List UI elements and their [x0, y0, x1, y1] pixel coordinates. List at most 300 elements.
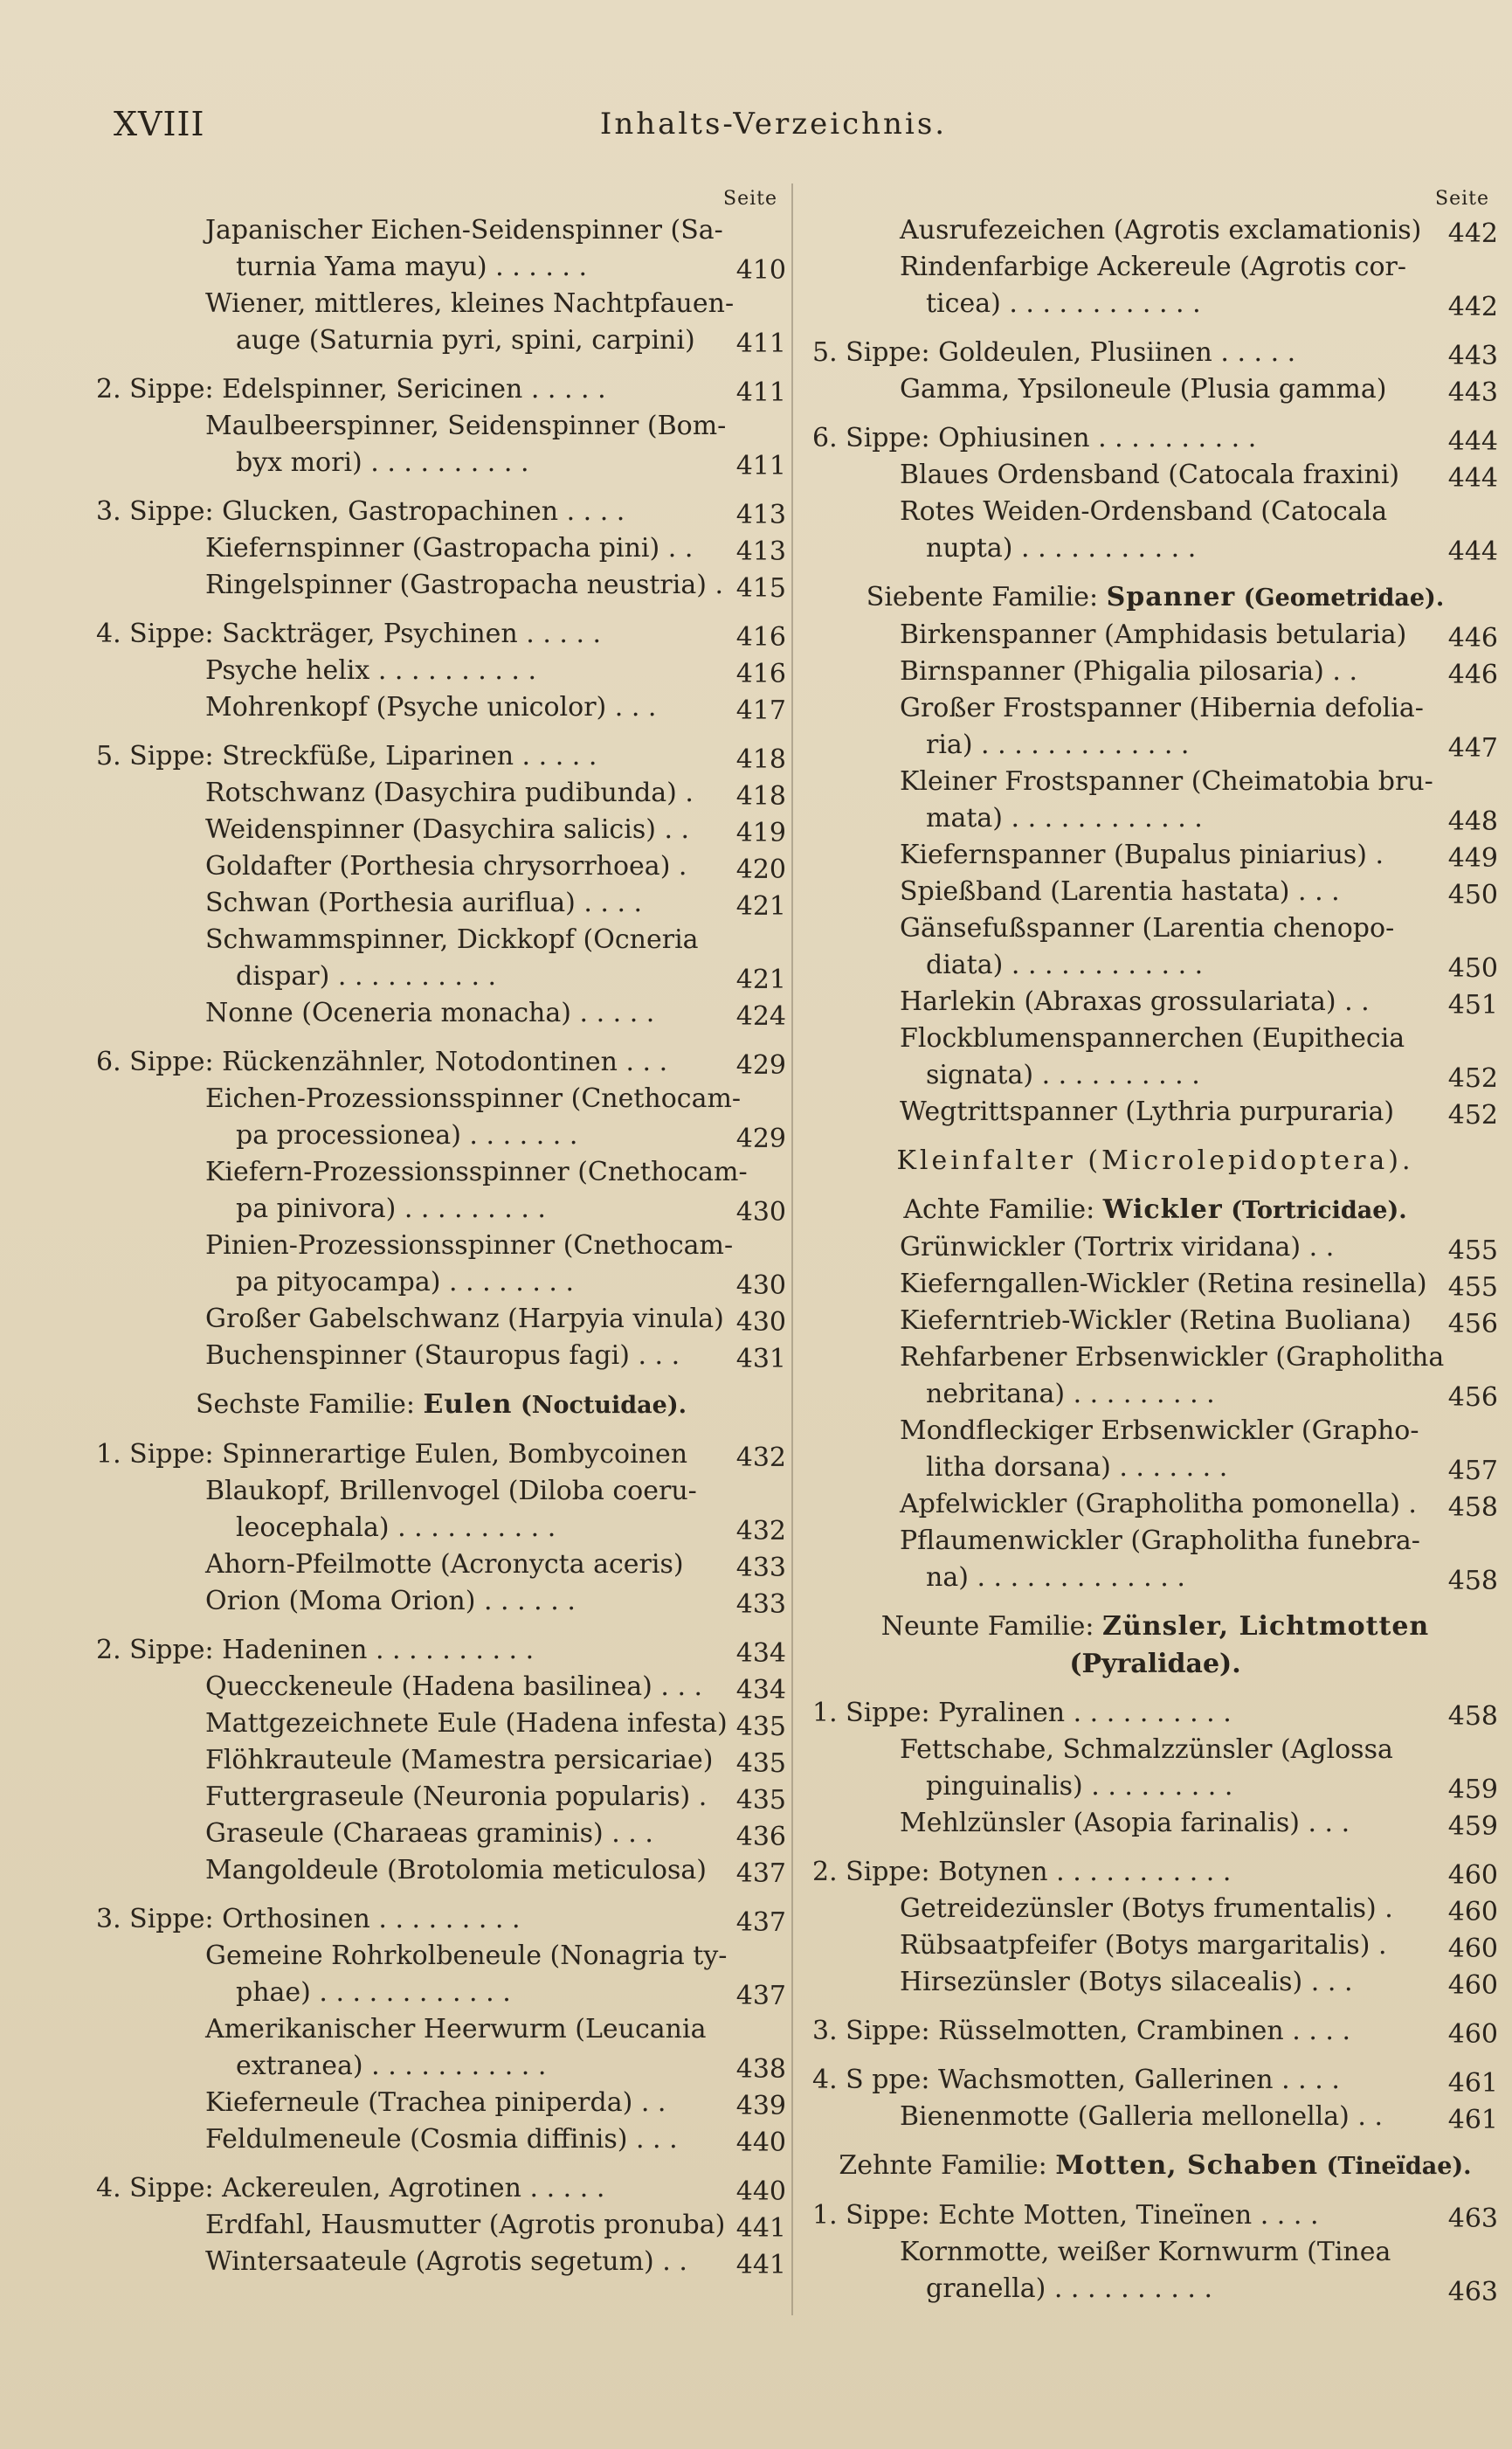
entry-title: Birnspanner (Phigalia pilosaria) . . [900, 656, 1357, 687]
page-ref: 416 [735, 659, 786, 689]
toc-sippe-entry [812, 2062, 1498, 2099]
toc-entry [96, 1264, 786, 1301]
entry-title: Ahorn-Pfeilmotte (Acronycta aceris) [205, 1549, 684, 1580]
toc-entry [96, 445, 786, 481]
entry-title: Buchenspinner (Stauropus fagi) . . . [205, 1340, 680, 1371]
entry-title: Pinien-Prozessionsspinner (Cnethocam- [205, 1230, 734, 1261]
page-ref: 444 [1447, 463, 1498, 494]
entry-title: Ringelspinner (Gastropacha neustria) . [205, 570, 724, 600]
toc-entry [96, 530, 786, 567]
entry-title: Mangoldeule (Brotolomia meticulosa) [205, 1855, 707, 1885]
entry-title: diata) . . . . . . . . . . . . [926, 950, 1204, 980]
toc-entry [96, 1228, 786, 1264]
toc-column-left [96, 188, 786, 2280]
entry-title: pinguinalis) . . . . . . . . . [926, 1771, 1233, 1802]
page-ref: 451 [1447, 990, 1498, 1020]
page-number: XVIII [114, 105, 205, 143]
toc-entry [812, 1486, 1498, 1523]
entry-title: Wegtrittspanner (Lythria purpuraria) [900, 1097, 1395, 1127]
page-ref: 433 [735, 1553, 786, 1583]
entry-title: signata) . . . . . . . . . . [926, 1060, 1200, 1090]
entry-title: Kiefern-Prozessionsspinner (Cnethocam- [205, 1157, 748, 1187]
entry-title: Getreidezünsler (Botys frumentalis) . [900, 1893, 1393, 1924]
entry-title: litha dorsana) . . . . . . . [926, 1452, 1228, 1483]
toc-entry [812, 1768, 1498, 1805]
page-ref: 439 [735, 2091, 786, 2121]
page-ref: 438 [735, 2054, 786, 2085]
entry-title: nebritana) . . . . . . . . . [926, 1379, 1215, 1409]
toc-entry [812, 371, 1498, 408]
toc-entry [812, 1266, 1498, 1303]
page-ref: 430 [735, 1307, 786, 1338]
page-ref: 436 [735, 1822, 786, 1852]
toc-entry [96, 2048, 786, 2085]
entry-title: Futtergraseule (Neuronia popularis) . [205, 1781, 708, 1812]
entry-title: dispar) . . . . . . . . . . [236, 961, 497, 992]
entry-title: Graseule (Charaeas graminis) . . . [205, 1818, 653, 1849]
toc-entry [812, 654, 1498, 690]
page-ref: 435 [735, 1748, 786, 1779]
family-label: Zehnte Familie: [839, 2150, 1056, 2181]
page-ref: 459 [1447, 1774, 1498, 1805]
entry-title: Flockblumenspannerchen (Eupithecia [900, 1023, 1405, 1054]
toc-entry [96, 2085, 786, 2121]
toc-entry [96, 1583, 786, 1620]
page-ref: 448 [1447, 806, 1498, 837]
toc-entry [812, 1376, 1498, 1413]
family-heading [812, 1192, 1498, 1229]
page-ref: 433 [735, 1589, 786, 1620]
entry-title: Amerikanischer Heerwurm (Leucania [205, 2014, 707, 2044]
toc-sippe-entry [812, 2197, 1498, 2234]
page-ref: 410 [735, 255, 786, 286]
entry-title: Mondfleckiger Erbsenwickler (Grapho- [900, 1415, 1419, 1446]
page-ref: 434 [735, 1675, 786, 1705]
seite-label: Seite [723, 188, 777, 210]
entry-title: Birkenspanner (Amphidasis betularia) [900, 619, 1407, 650]
page-ref: 442 [1447, 218, 1498, 249]
toc-entry [96, 1779, 786, 1816]
toc-entry [96, 1081, 786, 1117]
toc-sippe-entry [96, 1044, 786, 1081]
page-ref: 431 [735, 1344, 786, 1374]
page-ref: 413 [735, 500, 786, 530]
toc-entry [812, 2234, 1498, 2271]
toc-entry [812, 1020, 1498, 1057]
toc-entry [812, 1805, 1498, 1842]
toc-sippe-entry [812, 1854, 1498, 1891]
page-ref: 417 [735, 695, 786, 726]
entry-title: Quecckeneule (Hadena basilinea) . . . [205, 1671, 703, 1702]
toc-entry [96, 1546, 786, 1583]
running-title: Inhalts-Verzeichnis. [599, 107, 948, 142]
page-ref: 435 [735, 1785, 786, 1816]
toc-sippe-entry [96, 371, 786, 408]
toc-sippe-entry [96, 1632, 786, 1669]
page-ref: 444 [1447, 536, 1498, 567]
toc-entry [96, 249, 786, 286]
page-ref: 411 [735, 329, 786, 359]
toc-entry [812, 2099, 1498, 2135]
family-label: Siebente Familie: [866, 582, 1107, 612]
page-ref: 459 [1447, 1811, 1498, 1842]
entry-title: Weidenspinner (Dasychira salicis) . . [205, 814, 690, 845]
entry-title: 4. Sippe: Ackereulen, Agrotinen . . . . . [96, 2173, 605, 2203]
family-latin-name: (Noctuidae). [521, 1392, 687, 1419]
page-ref: 461 [1447, 2105, 1498, 2135]
page-ref: 418 [735, 744, 786, 775]
family-name: Motten, Schaben [1055, 2150, 1319, 2181]
group-heading: Kleinfalter (Microlepidoptera). [896, 1145, 1414, 1176]
entry-title: Großer Gabelschwanz (Harpyia vinula) [205, 1304, 724, 1334]
entry-title: 5. Sippe: Goldeulen, Plusiinen . . . . . [812, 337, 1296, 368]
page-ref: 437 [735, 1907, 786, 1938]
entry-title: Wintersaateule (Agrotis segetum) . . [205, 2246, 687, 2277]
page-ref: 440 [735, 2127, 786, 2158]
toc-entry [96, 322, 786, 359]
toc-entry [96, 2011, 786, 2048]
page-ref: 460 [1447, 1860, 1498, 1891]
page-ref: 460 [1447, 1970, 1498, 2001]
entry-title: Kieferntrieb-Wickler (Retina Buoliana) [900, 1305, 1412, 1336]
entry-title: 3. Sippe: Orthosinen . . . . . . . . . [96, 1904, 521, 1934]
entry-title: Japanischer Eichen-Seidenspinner (Sa- [205, 215, 723, 246]
toc-entry [812, 1229, 1498, 1266]
page-ref: 443 [1447, 341, 1498, 371]
toc-entry [812, 947, 1498, 984]
page-ref: 416 [735, 622, 786, 653]
seite-label: Seite [1435, 188, 1489, 210]
toc-entry [812, 212, 1498, 249]
page-ref: 411 [735, 377, 786, 408]
toc-entry [96, 2207, 786, 2244]
entry-title: Rindenfarbige Ackereule (Agrotis cor- [900, 252, 1407, 282]
entry-title: 6. Sippe: Rückenzähnler, Notodontinen . . . [96, 1047, 668, 1077]
family-heading [812, 2148, 1498, 2185]
toc-entry [812, 1964, 1498, 2001]
entry-title: 3. Sippe: Glucken, Gastropachinen . . . . [96, 496, 625, 527]
page-ref: 452 [1447, 1063, 1498, 1094]
family-heading [96, 1387, 786, 1424]
entry-title: Apfelwickler (Grapholitha pomonella) . [900, 1489, 1417, 1519]
family-heading [812, 1608, 1498, 1646]
family-latin-name: (Tineïdae). [1326, 2153, 1472, 2180]
toc-sippe-entry [96, 1901, 786, 1938]
entry-title: Ausrufezeichen (Agrotis exclamationis) [900, 215, 1422, 246]
page-ref: 421 [735, 965, 786, 995]
family-latin-name: (Pyralidae). [1069, 1649, 1241, 1679]
toc-entry [96, 212, 786, 249]
toc-entry [812, 727, 1498, 764]
entry-title: Kiefernspanner (Bupalus piniarius) . [900, 840, 1384, 870]
page-ref: 437 [735, 1981, 786, 2011]
family-name: Zünsler, Lichtmotten [1102, 1611, 1430, 1642]
entry-title: Grünwickler (Tortrix viridana) . . [900, 1232, 1335, 1263]
page-ref: 429 [735, 1124, 786, 1154]
entry-title: Kleiner Frostspanner (Cheimatobia bru- [900, 766, 1433, 797]
entry-title: Flöhkrauteule (Mamestra persicariae) [205, 1745, 714, 1775]
toc-entry [812, 249, 1498, 286]
toc-sippe-entry [96, 2170, 786, 2207]
toc-entry [96, 1338, 786, 1374]
page-ref: 430 [735, 1270, 786, 1301]
page-ref: 424 [735, 1001, 786, 1032]
page-ref: 460 [1447, 2019, 1498, 2050]
entry-title: extranea) . . . . . . . . . . . [236, 2051, 547, 2081]
entry-title: pa pinivora) . . . . . . . . . [236, 1193, 546, 1224]
toc-sippe-entry [812, 335, 1498, 371]
entry-title: 2. Sippe: Edelspinner, Sericinen . . . . . [96, 374, 606, 405]
entry-title: Harlekin (Abraxas grossulariata) . . [900, 986, 1370, 1017]
column-divider [791, 183, 793, 2315]
page-ref: 419 [735, 818, 786, 848]
entry-title: Blaukopf, Brillenvogel (Diloba coeru- [205, 1476, 697, 1506]
toc-entry [812, 984, 1498, 1020]
page-ref: 432 [735, 1516, 786, 1546]
page-ref: 442 [1447, 292, 1498, 322]
toc-entry [96, 1852, 786, 1889]
entry-title: 1. Sippe: Pyralinen . . . . . . . . . . [812, 1698, 1232, 1728]
entry-title: 1. Sippe: Echte Motten, Tineïnen . . . . [812, 2200, 1319, 2231]
entry-title: ticea) . . . . . . . . . . . . [926, 288, 1201, 319]
toc-entry [96, 1742, 786, 1779]
page-ref: 458 [1447, 1492, 1498, 1523]
page-ref: 441 [735, 2250, 786, 2280]
entry-title: phae) . . . . . . . . . . . . [236, 1977, 511, 2008]
toc-entry [96, 1669, 786, 1705]
page-ref: 415 [735, 573, 786, 604]
entry-title: Gamma, Ypsiloneule (Plusia gamma) [900, 374, 1387, 405]
page-ref: 444 [1447, 426, 1498, 457]
entry-title: 2. Sippe: Hadeninen . . . . . . . . . . [96, 1635, 535, 1665]
page-ref: 458 [1447, 1701, 1498, 1732]
page-ref: 460 [1447, 1897, 1498, 1927]
toc-entry [96, 812, 786, 848]
toc-entry [96, 995, 786, 1032]
entry-title: na) . . . . . . . . . . . . . [926, 1562, 1185, 1593]
toc-entry [96, 958, 786, 995]
page-ref: 460 [1447, 1934, 1498, 1964]
toc-sippe-entry [812, 1695, 1498, 1732]
page-ref: 430 [735, 1197, 786, 1228]
entry-title: Großer Frostspanner (Hibernia defolia- [900, 693, 1424, 723]
toc-entry [812, 874, 1498, 910]
family-latin-name: (Tortricidae). [1231, 1197, 1407, 1224]
entry-title: Gänsefußspanner (Larentia chenopo- [900, 913, 1395, 944]
toc-entry [96, 1816, 786, 1852]
toc-entry [812, 1927, 1498, 1964]
entry-title: 4. Sippe: Sackträger, Psychinen . . . . . [96, 619, 602, 649]
family-latin-name: (Geometridae). [1243, 585, 1445, 612]
toc-entry [96, 1191, 786, 1228]
entry-title: Hirsezünsler (Botys silacealis) . . . [900, 1967, 1353, 1997]
family-name: Spanner [1106, 582, 1236, 612]
entry-title: ria) . . . . . . . . . . . . . [926, 730, 1190, 760]
entry-title: Wiener, mittleres, kleines Nachtpfauen- [205, 288, 735, 319]
entry-title: Rehfarbener Erbsenwickler (Grapholitha [900, 1342, 1445, 1373]
entry-title: Rotschwanz (Dasychira pudibunda) . [205, 778, 694, 808]
family-name: Wickler [1102, 1194, 1223, 1225]
page-ref: 449 [1447, 843, 1498, 874]
page-ref: 420 [735, 854, 786, 885]
entry-title: auge (Saturnia pyri, spini, carpini) [236, 325, 695, 356]
toc-entry [812, 530, 1498, 567]
page-ref: 429 [735, 1050, 786, 1081]
toc-entry [96, 1117, 786, 1154]
entry-title: Nonne (Oceneria monacha) . . . . . [205, 998, 655, 1028]
toc-entry [812, 1732, 1498, 1768]
family-name: Eulen [423, 1389, 513, 1420]
entry-title: Mohrenkopf (Psyche unicolor) . . . [205, 692, 657, 723]
toc-column-right [812, 188, 1498, 2307]
toc-entry [96, 1975, 786, 2011]
entry-title: Kieferngallen-Wickler (Retina resinella) [900, 1269, 1427, 1299]
family-label: Sechste Familie: [196, 1389, 424, 1420]
entry-title: Kiefernspinner (Gastropacha pini) . . [205, 533, 694, 564]
toc-entry [96, 653, 786, 689]
toc-entry [812, 800, 1498, 837]
toc-entry [96, 408, 786, 445]
entry-title: Blaues Ordensband (Catocala fraxini) [900, 460, 1400, 490]
toc-entry [812, 1449, 1498, 1486]
toc-entry [812, 1057, 1498, 1094]
entry-title: Erdfahl, Hausmutter (Agrotis pronuba) [205, 2210, 726, 2240]
entry-title: Schwan (Porthesia auriflua) . . . . [205, 888, 643, 918]
toc-sippe-entry [96, 616, 786, 653]
entry-title: Spießband (Larentia hastata) . . . [900, 876, 1340, 907]
page-ref: 455 [1447, 1235, 1498, 1266]
toc-entry [812, 764, 1498, 800]
page-ref: 437 [735, 1858, 786, 1889]
family-label: Neunte Familie: [880, 1611, 1103, 1642]
toc-entry [812, 1413, 1498, 1449]
toc-entry [812, 286, 1498, 322]
page-ref: 440 [735, 2176, 786, 2207]
entry-title: Psyche helix . . . . . . . . . . [205, 655, 537, 686]
page-ref: 421 [735, 891, 786, 922]
toc-sippe-entry [812, 2013, 1498, 2050]
page-ref: 443 [1447, 377, 1498, 408]
entry-title: 5. Sippe: Streckfüße, Liparinen . . . . . [96, 741, 597, 771]
entry-title: 1. Sippe: Spinnerartige Eulen, Bombycoinen [96, 1439, 688, 1470]
entry-title: Bienenmotte (Galleria mellonella) . . [900, 2101, 1384, 2132]
entry-title: mata) . . . . . . . . . . . . [926, 803, 1203, 834]
entry-title: Pflaumenwickler (Grapholitha funebra- [900, 1525, 1420, 1556]
toc-entry [96, 689, 786, 726]
toc-entry [812, 1891, 1498, 1927]
page-ref: 441 [735, 2213, 786, 2244]
toc-sippe-entry [96, 1436, 786, 1473]
page-ref: 457 [1447, 1456, 1498, 1486]
toc-entry [96, 885, 786, 922]
toc-entry [812, 1094, 1498, 1131]
page-ref: 461 [1447, 2068, 1498, 2099]
page-ref: 413 [735, 536, 786, 567]
toc-entry [812, 1339, 1498, 1376]
toc-entry [96, 2121, 786, 2158]
toc-entry [96, 775, 786, 812]
toc-entry [812, 457, 1498, 494]
entry-title: turnia Yama mayu) . . . . . . [236, 252, 588, 282]
entry-title: Rübsaatpfeifer (Botys margaritalis) . [900, 1930, 1387, 1961]
toc-entry [812, 494, 1498, 530]
entry-title: 4. S ppe: Wachsmotten, Gallerinen . . . . [812, 2065, 1340, 2095]
entry-title: Kieferneule (Trachea piniperda) . . [205, 2087, 666, 2118]
page-ref: 456 [1447, 1309, 1498, 1339]
entry-title: leocephala) . . . . . . . . . . [236, 1512, 556, 1543]
toc-entry [96, 286, 786, 322]
toc-entry [812, 690, 1498, 727]
entry-title: Schwammspinner, Dickkopf (Ocneria [205, 924, 699, 955]
page-ref: 463 [1447, 2277, 1498, 2307]
page-ref: 447 [1447, 733, 1498, 764]
page-ref: 418 [735, 781, 786, 812]
page-ref: 456 [1447, 1382, 1498, 1413]
entry-title: Eichen-Prozessionsspinner (Cnethocam- [205, 1083, 742, 1114]
page-header [114, 105, 1381, 157]
toc-entry [96, 1154, 786, 1191]
entry-title: Mehlzünsler (Asopia farinalis) . . . [900, 1808, 1350, 1838]
page-ref: 411 [735, 451, 786, 481]
toc-entry [96, 922, 786, 958]
page-ref: 434 [735, 1638, 786, 1669]
entry-title: Fettschabe, Schmalzzünsler (Aglossa [900, 1734, 1393, 1765]
toc-entry [812, 1560, 1498, 1596]
toc-entry [812, 910, 1498, 947]
entry-title: byx mori) . . . . . . . . . . [236, 447, 529, 478]
toc-sippe-entry [812, 420, 1498, 457]
toc-entry [96, 1473, 786, 1510]
entry-title: 6. Sippe: Ophiusinen . . . . . . . . . . [812, 423, 1257, 453]
toc-entry [96, 1301, 786, 1338]
entry-title: 3. Sippe: Rüsselmotten, Crambinen . . . . [812, 2016, 1351, 2046]
entry-title: pa pityocampa) . . . . . . . . [236, 1267, 574, 1297]
toc-sippe-entry [96, 738, 786, 775]
family-label: Achte Familie: [903, 1194, 1103, 1225]
toc-entry [812, 2271, 1498, 2307]
page-ref: 458 [1447, 1566, 1498, 1596]
family-heading [812, 579, 1498, 617]
entry-title: Gemeine Rohrkolbeneule (Nonagria ty- [205, 1941, 728, 1971]
entry-title: pa processionea) . . . . . . . [236, 1120, 578, 1151]
toc-entry [812, 1303, 1498, 1339]
entry-title: Rotes Weiden-Ordensband (Catocala [900, 496, 1388, 527]
entry-title: Goldafter (Porthesia chrysorrhoea) . [205, 851, 687, 882]
entry-title: Feldulmeneule (Cosmia diffinis) . . . [205, 2124, 678, 2155]
page-ref: 450 [1447, 880, 1498, 910]
page-ref: 452 [1447, 1100, 1498, 1131]
toc-entry [812, 617, 1498, 654]
entry-title: 2. Sippe: Botynen . . . . . . . . . . . [812, 1857, 1232, 1887]
page-ref: 463 [1447, 2203, 1498, 2234]
entry-title: Orion (Moma Orion) . . . . . . [205, 1586, 576, 1616]
entry-title: nupta) . . . . . . . . . . . [926, 533, 1197, 564]
toc-entry [96, 1938, 786, 1975]
entry-title: Mattgezeichnete Eule (Hadena infesta) [205, 1708, 728, 1739]
toc-sippe-entry [96, 494, 786, 530]
toc-entry [96, 1510, 786, 1546]
entry-title: Kornmotte, weißer Kornwurm (Tinea [900, 2237, 1391, 2267]
toc-entry [96, 848, 786, 885]
page-ref: 446 [1447, 660, 1498, 690]
page-ref: 446 [1447, 623, 1498, 654]
toc-entry [96, 1705, 786, 1742]
toc-entry [812, 837, 1498, 874]
page-ref: 435 [735, 1712, 786, 1742]
page-ref: 455 [1447, 1272, 1498, 1303]
page-ref: 432 [735, 1442, 786, 1473]
page-ref: 450 [1447, 953, 1498, 984]
